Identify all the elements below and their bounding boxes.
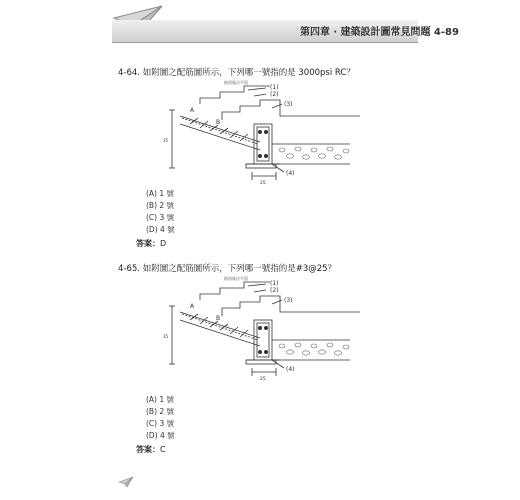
answer-line	[136, 444, 166, 455]
option-a: (A) 1 號	[146, 189, 175, 198]
option-b: (B) 2 號	[146, 201, 175, 210]
figure-note: 踏面做法平面	[224, 80, 248, 85]
answer-line	[136, 238, 166, 249]
option-d: (D) 4 號	[146, 225, 175, 234]
callout-1: (1)	[270, 280, 279, 287]
label-b: B	[216, 315, 221, 322]
rebar-diagram	[160, 80, 360, 190]
option-c: (C) 3 號	[146, 213, 175, 222]
paper-plane-icon	[118, 476, 134, 488]
dim-bottom: 25	[260, 181, 266, 186]
rebar-diagram	[160, 276, 360, 386]
option-d: (D) 4 號	[146, 431, 175, 440]
option-a: (A) 1 號	[146, 395, 175, 404]
callout-2: (2)	[270, 287, 279, 294]
label-b: B	[216, 119, 221, 126]
option-c: (C) 3 號	[146, 419, 175, 428]
figure-note: 踏面做法平面	[224, 276, 248, 281]
answer-value: C	[160, 445, 166, 454]
label-a: A	[190, 303, 195, 310]
option-b: (B) 2 號	[146, 407, 175, 416]
callout-4: (4)	[286, 170, 295, 177]
callout-2: (2)	[270, 91, 279, 98]
answer-label: 答案：	[136, 445, 160, 454]
question-title: 4-65. 如附圖之配筋圖所示，下列哪一號指的是#3@25？	[118, 264, 337, 274]
dim-left: 35	[163, 334, 169, 339]
callout-3: (3)	[284, 101, 293, 108]
question-title: 4-64. 如附圖之配筋圖所示，下列哪一號指的是 3000psi RC？	[118, 68, 355, 78]
callout-1: (1)	[270, 84, 279, 91]
answer-label: 答案：	[136, 239, 160, 248]
callout-4: (4)	[286, 366, 295, 373]
dim-bottom: 25	[260, 377, 266, 382]
answer-value: D	[160, 239, 167, 248]
dim-left: 35	[163, 138, 169, 143]
page-header: 第四章 ‧ 建築設計圖常見問題 4-89	[300, 27, 459, 38]
label-a: A	[190, 107, 195, 114]
callout-3: (3)	[284, 297, 293, 304]
